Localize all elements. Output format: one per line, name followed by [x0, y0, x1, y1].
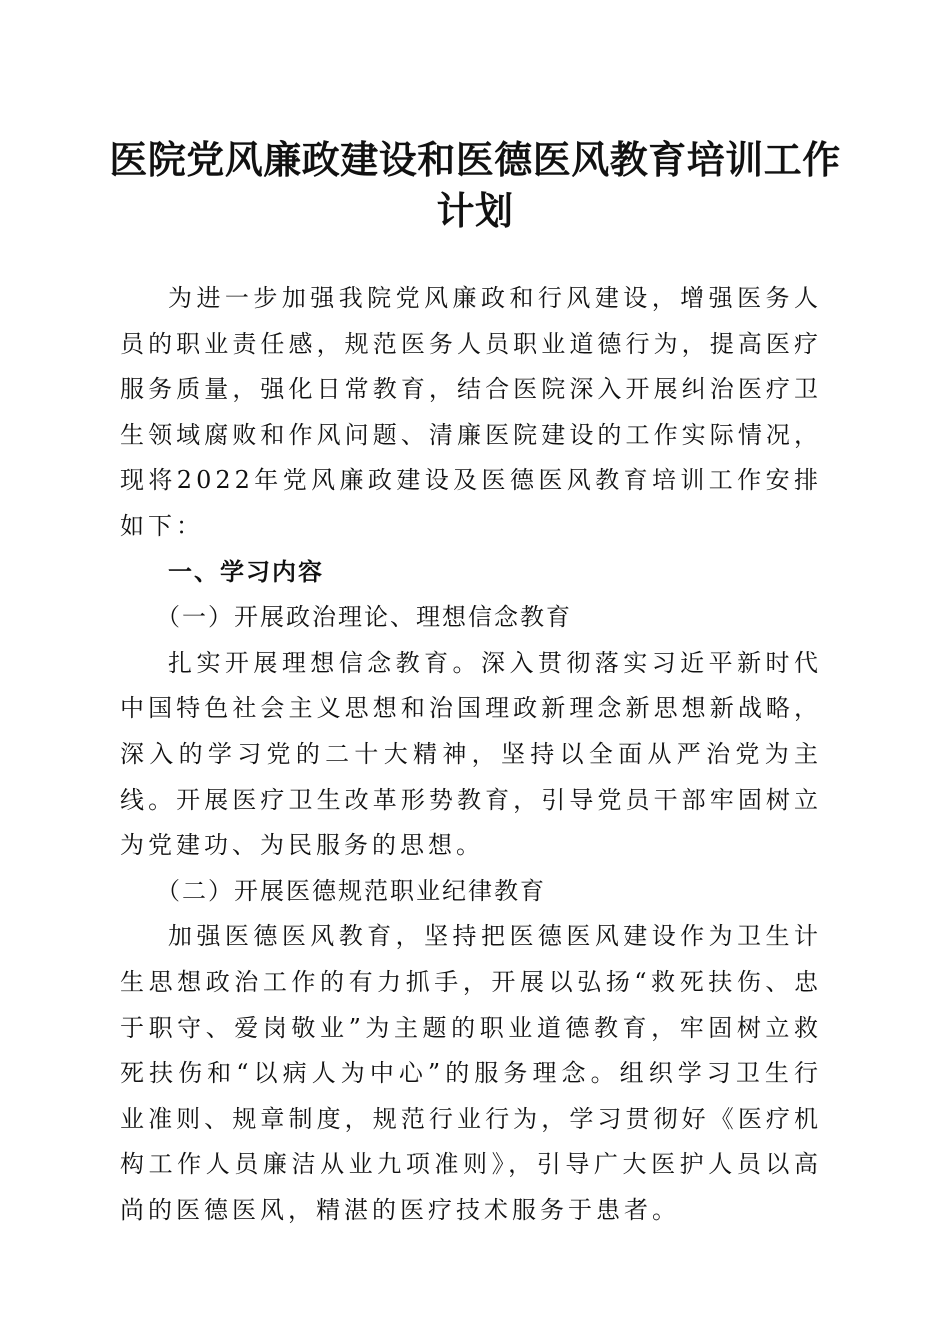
subsection-heading-medical-ethics: （二）开展医德规范职业纪律教育 [156, 876, 546, 905]
section-heading-study-content: 一、学习内容 [168, 557, 324, 586]
intro-paragraph: 为进一步加强我院党风廉政和行风建设，增强医务人员的职业责任感，规范医务人员职业道德行为，提高医疗服务质量，强化日常教育，结合医院深入开展纠治医疗卫生领域腐败和作风问题、清廉医院建设的工作实际情况，现将2022年党风廉政建设及医德医风教育培训工作安排如下： [120, 284, 822, 540]
document-body [120, 276, 822, 1233]
political-education-paragraph: 扎实开展理想信念教育。深入贯彻落实习近平新时代中国特色社会主义思想和治国理政新理念新思想新战略，深入的学习党的二十大精神，坚持以全面从严治党为主线。开展医疗卫生改革形势教育，引导党员干部牢固树立为党建功、为民服务的思想。 [120, 648, 822, 860]
medical-ethics-paragraph: 加强医德医风教育，坚持把医德医风建设作为卫生计生思想政治工作的有力抓手，开展以弘扬“救死扶伤、忠于职守、爱岗敬业”为主题的职业道德教育，牢固树立救死扶伤和“以病人为中心”的服务理念。组织学习卫生行业准则、规章制度，规范行业行为，学习贯彻好《医疗机构工作人员廉洁从业九项准则》，引导广大医护人员以高尚的医德医风，精湛的医疗技术服务于患者。 [120, 922, 822, 1224]
document-title: 医院党风廉政建设和医德医风教育培训工作计划 [109, 137, 841, 233]
subsection-heading-political-education: （一）开展政治理论、理想信念教育 [156, 603, 572, 632]
